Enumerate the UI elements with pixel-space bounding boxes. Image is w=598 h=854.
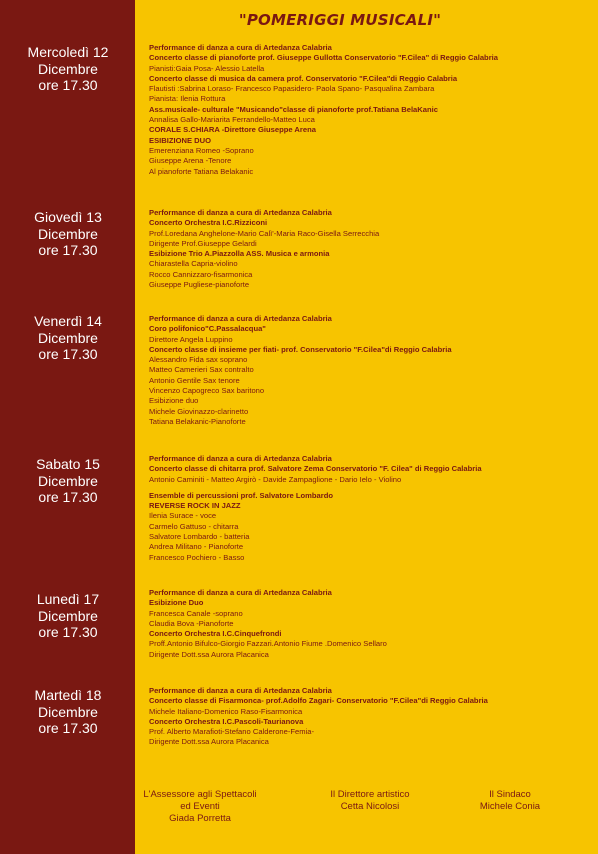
program-line: Performance di danza a cura di Artedanza Calabria xyxy=(149,314,332,323)
day-label-line: Dicembre xyxy=(38,60,98,77)
day-label-line: ore 17.30 xyxy=(38,489,98,505)
program-block xyxy=(149,588,589,660)
program-line: Concerto classe di chitarra prof. Salvatore Zema Conservatorio "F. Cilea" di Reggio Calabria xyxy=(149,464,482,474)
program-line: Concerto classe di pianoforte prof. Giuseppe Gullotta Conservatorio "F.Cilea" di Reggio Calabria xyxy=(149,53,498,63)
day-label-line: ore 17.30 xyxy=(38,624,98,640)
signature-line: Il Direttore artistico xyxy=(330,789,410,800)
day-label xyxy=(2,44,134,94)
program-line: Performance di danza a cura di Artedanza Calabria xyxy=(149,454,332,463)
day-label-line: ore 17.30 xyxy=(38,346,98,362)
program-line: Antonio Caminiti - Matteo Argirò - Davide Zampaglione - Dario Ielo - Violino xyxy=(149,474,402,484)
program-line: Prof. Alberto Marafioti-Stefano Calderone-Femia- xyxy=(149,727,315,737)
program-line: REVERSE ROCK IN JAZZ xyxy=(149,501,241,511)
program-line: Prof.Loredana Anghelone-Mario Calì'-Maria Raco-Gisella Serrecchia xyxy=(149,228,380,238)
program-line: Vincenzo Capogreco Sax baritono xyxy=(149,386,265,396)
program-line: Francesco Pochiero - Basso xyxy=(149,552,245,562)
day-label-line: ore 17.30 xyxy=(38,77,98,93)
program-line: Dirigente Dott.ssa Aurora Placanica xyxy=(149,737,269,747)
signature-line: Giada Porretta xyxy=(169,813,231,825)
program-line: Michele Italiano-Domenico Raso-Fisarmonica xyxy=(149,706,303,716)
day-label-line: Dicembre xyxy=(38,225,98,242)
program-line: Dirigente Prof.Giuseppe Gelardi xyxy=(149,238,257,248)
program-line: Concerto classe di musica da camera prof. Conservatorio "F.Cilea"di Reggio Calabria xyxy=(149,73,458,83)
program-line: Annalisa Gallo-Mariarita Ferrandello-Matteo Luca xyxy=(149,115,315,125)
program-line: Ilenia Surace - voce xyxy=(149,511,217,521)
signature-block xyxy=(135,789,265,826)
page-title: "POMERIGGI MUSICALI" xyxy=(238,11,442,29)
program-block xyxy=(149,43,589,177)
program-line: Matteo Camerieri Sax contralto xyxy=(149,365,254,375)
day-label-line: Martedì 18 xyxy=(34,687,102,703)
program-line: Performance di danza a cura di Artedanza Calabria xyxy=(149,208,332,217)
day-label-line: Dicembre xyxy=(38,329,98,346)
program-line: Antonio Gentile Sax tenore xyxy=(149,375,240,385)
program-line: Esibizione Trio A.Piazzolla ASS. Musica e armonia xyxy=(149,249,330,259)
program-line: Proff.Antonio Bifulco-Giorgio Fazzari.Antonio Fiume .Domenico Sellaro xyxy=(149,639,387,649)
program-block xyxy=(149,454,589,563)
program-line: Andrea Militano - Pianoforte xyxy=(149,542,244,552)
program-line: Concerto Orchestra I.C.Pascoli-Taurianova xyxy=(149,716,304,726)
program-line: Carmelo Gattuso - chitarra xyxy=(149,521,239,531)
program-line: Salvatore Lombardo - batteria xyxy=(149,532,250,542)
day-label xyxy=(2,313,134,363)
day-label xyxy=(2,591,134,641)
program-line: Concerto classe di Fisarmonca- prof.Adolfo Zagari- Conservatorio "F.Cilea"di Reggio Calabria xyxy=(149,696,488,706)
day-label-line: Giovedì 13 xyxy=(34,209,102,225)
program-line: Concerto Orchestra I.C.Rizziconi xyxy=(149,218,268,228)
day-label-line: ore 17.30 xyxy=(38,242,98,258)
program-line: Concerto Orchestra I.C.Cinquefrondi xyxy=(149,629,282,639)
signature-block xyxy=(455,789,565,813)
day-label-line: Lunedì 17 xyxy=(36,591,100,607)
program-line: Ensemble di percussioni prof. Salvatore Lombardo xyxy=(149,490,333,500)
program-block xyxy=(149,314,589,427)
day-label-line: Mercoledì 12 xyxy=(27,44,109,60)
day-label-line: Dicembre xyxy=(38,703,98,720)
signature-line: ed Eventi xyxy=(180,801,220,813)
day-label xyxy=(2,687,134,737)
day-label-line: Dicembre xyxy=(38,472,98,489)
program-line: Dirigente Dott.ssa Aurora Placanica xyxy=(149,649,269,659)
day-label-line: Dicembre xyxy=(38,607,98,624)
program-line: Tatiana Belakanic-Pianoforte xyxy=(149,416,246,426)
day-label xyxy=(2,456,134,506)
program-block xyxy=(149,686,589,748)
program-line: Performance di danza a cura di Artedanza Calabria xyxy=(149,43,332,52)
program-line: Esibizione duo xyxy=(149,396,199,406)
program-line: Rocco Cannizzaro-fisarmonica xyxy=(149,269,253,279)
program-line: Francesca Canale -soprano xyxy=(149,608,243,618)
program-line: Performance di danza a cura di Artedanza Calabria xyxy=(149,686,332,695)
signature-line: Il Sindaco xyxy=(489,789,531,800)
program-line: Esibizione Duo xyxy=(149,598,204,608)
program-line: Ass.musicale- culturale "Musicando"classe di pianoforte prof.Tatiana BelaKanic xyxy=(149,104,438,114)
program-line: Al pianoforte Tatiana Belakanic xyxy=(149,166,254,176)
signature-line: Cetta Nicolosi xyxy=(340,801,400,813)
program-line: Performance di danza a cura di Artedanza Calabria xyxy=(149,588,332,597)
program-line: Chiarastella Capria-violino xyxy=(149,259,238,269)
program-line: Claudia Bova -Pianoforte xyxy=(149,618,234,628)
signature-line: Michele Conia xyxy=(479,801,541,813)
program-line: Coro polifonico"C.Passalacqua" xyxy=(149,324,266,334)
program-line: Michele Giovinazzo-clarinetto xyxy=(149,406,249,416)
program-line: Alessandro Fida sax soprano xyxy=(149,355,248,365)
program-line: Giuseppe Pugliese-pianoforte xyxy=(149,280,250,290)
day-label xyxy=(2,209,134,259)
program-line: Emerenziana Romeo -Soprano xyxy=(149,145,254,155)
program-block xyxy=(149,208,589,290)
program-line: Direttore Angela Luppino xyxy=(149,334,233,344)
program-line: Pianisti:Gaia Posa- Alessio Latella xyxy=(149,63,265,73)
day-label-line: Sabato 15 xyxy=(36,456,100,472)
program-line: ESIBIZIONE DUO xyxy=(149,135,212,145)
signature-line: L'Assessore agli Spettacoli xyxy=(143,789,257,800)
program-line: Flautisti :Sabrina Loraso- Francesco Papasidero- Paola Spano- Pasqualina Zambara xyxy=(149,84,435,94)
day-label-line: ore 17.30 xyxy=(38,720,98,736)
program-line: Pianista: Ilenia Rottura xyxy=(149,94,226,104)
program-line: CORALE S.CHIARA -Direttore Giuseppe Arena xyxy=(149,125,316,135)
program-line: Giuseppe Arena -Tenore xyxy=(149,156,232,166)
signature-block xyxy=(305,789,435,813)
day-label-line: Venerdì 14 xyxy=(34,313,102,329)
program-line: Concerto classe di insieme per fiati- prof. Conservatorio "F.Cilea"di Reggio Calabria xyxy=(149,344,452,354)
